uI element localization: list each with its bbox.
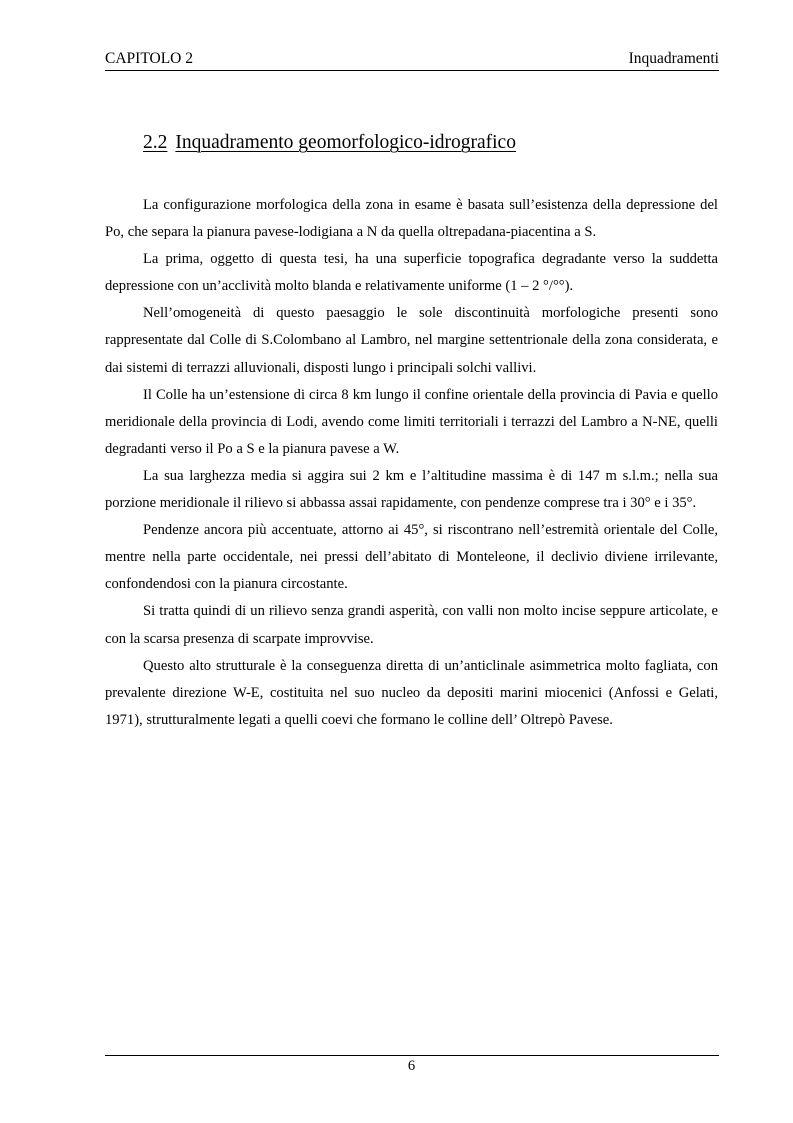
page-number: 6 — [407, 1058, 416, 1074]
body-text — [105, 192, 718, 734]
paragraph: La configurazione morfologica della zona in esame è basata sull’esistenza della depressione del Po, che separa la pianura pavese-lodigiana a N da quella oltrepadana-piacentina a S. — [105, 197, 718, 241]
chapter-label: CAPITOLO 2 — [105, 50, 193, 67]
paragraph: Nell’omogeneità di questo paesaggio le sole discontinuità morfologiche presenti sono rappresentate dal Colle di S.Colombano al Lambro, nel margine settentrionale della zona considerata, e dai sistemi di terrazzi alluvionali, disposti lungo i principali solchi vallivi. — [105, 305, 718, 376]
section-title-text: Inquadramento geomorfologico-idrografico — [175, 132, 516, 153]
paragraph: Si tratta quindi di un rilievo senza grandi asperità, con valli non molto incise seppure articolate, e con la scarsa presenza di scarpate improvvise. — [105, 603, 718, 647]
section-label: Inquadramenti — [628, 50, 719, 67]
header-rule — [105, 70, 719, 71]
paragraph: Il Colle ha un’estensione di circa 8 km lungo il confine orientale della provincia di Pavia e quello meridionale della provincia di Lodi, avendo come limiti territoriali i terrazzi del Lambro a N-NE, quelli degradanti verso il Po a S e la pianura pavese a W. — [105, 386, 718, 457]
paragraph: Pendenze ancora più accentuate, attorno ai 45°, si riscontrano nell’estremità orientale del Colle, mentre nella parte occidentale, nei pressi dell’abitato di Monteleone, il declivio diviene irrilevante, confondendosi con la pianura circostante. — [105, 522, 718, 593]
paragraph: La prima, oggetto di questa tesi, ha una superficie topografica degradante verso la suddetta depressione con un’acclività molto blanda e relativamente uniforme (1 – 2 °/°°). — [105, 251, 718, 295]
paragraph: Questo alto strutturale è la conseguenza diretta di un’anticlinale asimmetrica molto fagliata, con prevalente direzione W-E, costituita nel suo nucleo da depositi marini miocenici (Anfossi e Gelati, 1971), strutturalmente legati a quelli coevi che formano le colline dell’ Oltrepò Pavese. — [105, 657, 718, 728]
section-number: 2.2 — [143, 132, 168, 153]
section-title — [143, 131, 516, 155]
paragraph: La sua larghezza media si aggira sui 2 km e l’altitudine massima è di 147 m s.l.m.; nella sua porzione meridionale il rilievo si abbassa assai rapidamente, con pendenze comprese tra i 30° e i 35°. — [105, 467, 718, 512]
page-header — [105, 50, 719, 70]
section-heading-underlined — [143, 132, 516, 153]
footer-rule — [105, 1055, 719, 1056]
